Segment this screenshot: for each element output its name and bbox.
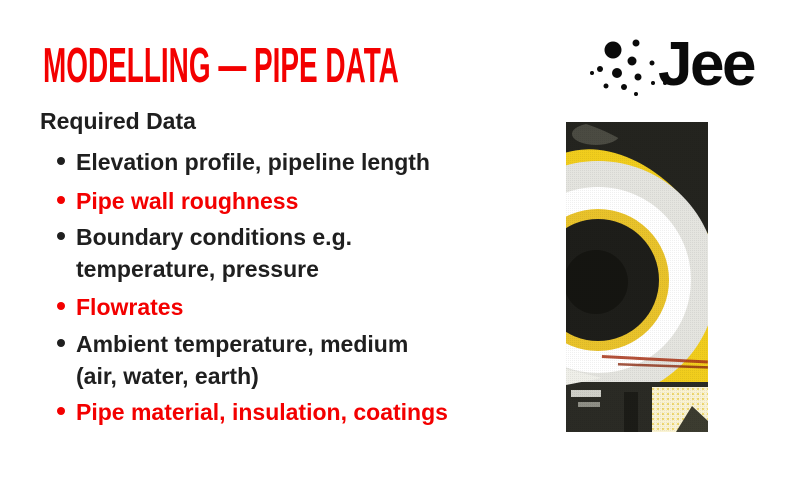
list-item xyxy=(57,330,408,358)
list-item xyxy=(57,187,298,215)
slide-title: MODELLING — PIPE DATA xyxy=(43,39,399,93)
slide-subtitle: Required Data xyxy=(40,108,196,134)
bullet-dot-icon xyxy=(57,157,65,165)
bullet-dot-icon xyxy=(57,232,65,240)
bullet-dot-icon xyxy=(57,302,65,310)
pipe-photo xyxy=(566,122,708,432)
bullet-dot-icon xyxy=(57,196,65,204)
list-item-text: Pipe material, insulation, coatings xyxy=(76,399,448,425)
list-item-text: Boundary conditions e.g. xyxy=(76,224,353,250)
list-item xyxy=(57,398,448,426)
bullet-dot-icon xyxy=(57,339,65,347)
list-item-continuation xyxy=(57,255,319,283)
list-item-text: temperature, pressure xyxy=(76,256,319,282)
list-item-text: (air, water, earth) xyxy=(76,363,259,389)
list-item-text: Elevation profile, pipeline length xyxy=(76,149,430,175)
list-item-text: Pipe wall roughness xyxy=(76,188,299,214)
list-item-text: Flowrates xyxy=(76,294,184,320)
list-item-text: Ambient temperature, medium xyxy=(76,331,409,357)
list-item xyxy=(57,148,430,176)
list-item-continuation xyxy=(57,362,259,390)
list-item xyxy=(57,223,352,251)
jee-logo-text: Jee xyxy=(658,30,754,99)
bullet-dot-icon xyxy=(57,407,65,415)
list-item xyxy=(57,293,183,321)
